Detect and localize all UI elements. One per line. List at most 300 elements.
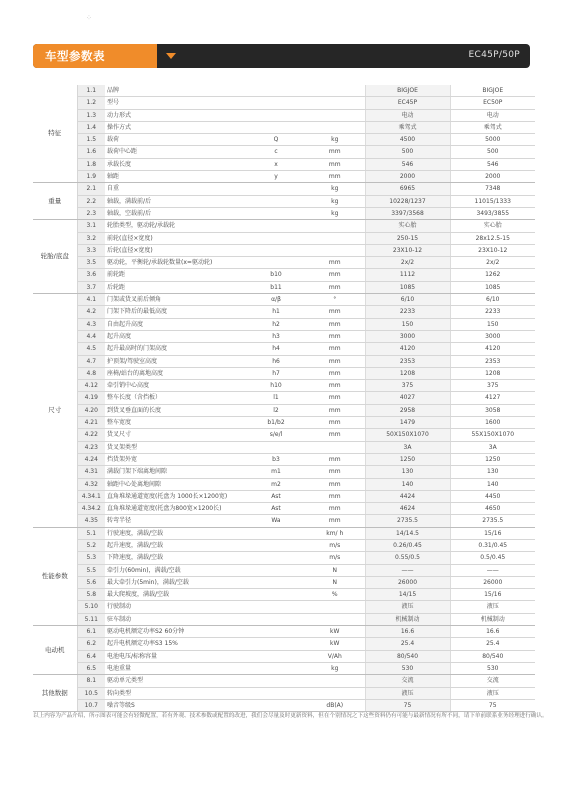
value-ec50p: 15/16 [450, 527, 535, 539]
param-unit: mm [305, 355, 365, 367]
value-ec45p: 4120 [365, 343, 450, 355]
value-ec45p: 546 [365, 158, 450, 170]
table-row [33, 466, 535, 478]
table-row [33, 207, 535, 219]
table-row [33, 539, 535, 551]
row-number: 3.3 [77, 244, 105, 256]
value-ec45p: 乘驾式 [365, 121, 450, 133]
value-ec50p: 11015/1333 [450, 195, 535, 207]
row-number: 4.23 [77, 441, 105, 453]
value-ec50p: 4450 [450, 490, 535, 502]
value-ec45p: 150 [365, 318, 450, 330]
table-row [33, 294, 535, 306]
row-number: 4.34.2 [77, 503, 105, 515]
param-name: 轴载，满载前/后 [105, 195, 247, 207]
value-ec45p: 2000 [365, 171, 450, 183]
param-symbol: h1 [247, 306, 305, 318]
param-unit [305, 232, 365, 244]
value-ec50p: 3A [450, 441, 535, 453]
value-ec45p: BIGJOE [365, 85, 450, 97]
param-symbol [247, 613, 305, 625]
param-unit [305, 687, 365, 699]
param-name: 到货叉垂直面的长度 [105, 404, 247, 416]
group-label: 重量 [33, 183, 77, 220]
param-unit: N [305, 576, 365, 588]
param-unit: ° [305, 294, 365, 306]
row-number: 1.4 [77, 121, 105, 133]
param-symbol [247, 441, 305, 453]
param-symbol: Q [247, 134, 305, 146]
row-number: 2.3 [77, 207, 105, 219]
row-number: 4.35 [77, 515, 105, 527]
value-ec50p: 6/10 [450, 294, 535, 306]
row-number: 2.2 [77, 195, 105, 207]
table-row [33, 527, 535, 539]
row-number: 4.21 [77, 417, 105, 429]
param-unit: mm [305, 257, 365, 269]
param-symbol [247, 687, 305, 699]
param-symbol [247, 183, 305, 195]
param-symbol [247, 121, 305, 133]
value-ec45p: 50X150X1070 [365, 429, 450, 441]
row-number: 5.1 [77, 527, 105, 539]
param-unit: % [305, 589, 365, 601]
table-row [33, 171, 535, 183]
param-symbol: l1 [247, 392, 305, 404]
row-number: 1.3 [77, 109, 105, 121]
row-number: 4.12 [77, 380, 105, 392]
param-name: 驱动轮，平衡轮/承载轮数量(x=驱动轮) [105, 257, 247, 269]
value-ec45p: 1208 [365, 367, 450, 379]
param-symbol: Wa [247, 515, 305, 527]
value-ec50p: 1208 [450, 367, 535, 379]
param-unit: mm [305, 503, 365, 515]
param-name: 轴距中心处离地间隙 [105, 478, 247, 490]
table-row [33, 626, 535, 638]
param-unit: mm [305, 318, 365, 330]
table-row [33, 183, 535, 195]
row-number: 4.1 [77, 294, 105, 306]
row-number: 4.22 [77, 429, 105, 441]
value-ec45p: 电动 [365, 109, 450, 121]
row-number: 4.24 [77, 453, 105, 465]
value-ec50p: 液压 [450, 687, 535, 699]
param-name: 整车宽度 [105, 417, 247, 429]
value-ec45p: 4027 [365, 392, 450, 404]
param-unit: mm [305, 367, 365, 379]
param-symbol [247, 539, 305, 551]
param-symbol [247, 601, 305, 613]
value-ec50p: 电动 [450, 109, 535, 121]
table-row [33, 343, 535, 355]
table-row [33, 134, 535, 146]
model-label: EC45P/50P [468, 50, 520, 60]
row-number: 5.8 [77, 589, 105, 601]
row-number: 4.2 [77, 306, 105, 318]
param-unit: m/s [305, 539, 365, 551]
row-number: 5.11 [77, 613, 105, 625]
param-name: 前轮距 [105, 269, 247, 281]
param-symbol [247, 576, 305, 588]
value-ec50p: 4120 [450, 343, 535, 355]
row-number: 5.5 [77, 564, 105, 576]
value-ec50p: —— [450, 564, 535, 576]
row-number: 1.8 [77, 158, 105, 170]
row-number: 4.34.1 [77, 490, 105, 502]
value-ec50p: 7348 [450, 183, 535, 195]
value-ec45p: 250-15 [365, 232, 450, 244]
value-ec45p: 25.4 [365, 638, 450, 650]
param-unit [305, 601, 365, 613]
param-name: 起升速度，满载/空载 [105, 539, 247, 551]
param-symbol [247, 589, 305, 601]
footnote: 以上内容为产品介绍，所示图表可能会有轻微配置，若有外观、技术参数或配置的改进，我们会尽量及时更新资料，但在个别情况之下这些资料仍有可能与最新情况有所不同，请下单前联系业务经理进行确认。 [33, 713, 548, 719]
param-symbol [247, 232, 305, 244]
row-number: 3.6 [77, 269, 105, 281]
param-name: 最大牵引力(5min)，满载/空载 [105, 576, 247, 588]
value-ec50p: 液压 [450, 601, 535, 613]
value-ec50p: 25.4 [450, 638, 535, 650]
param-unit: mm [305, 453, 365, 465]
value-ec50p: 1250 [450, 453, 535, 465]
param-name: 电池重量 [105, 662, 247, 674]
table-row [33, 650, 535, 662]
value-ec50p: 2233 [450, 306, 535, 318]
param-symbol: m1 [247, 466, 305, 478]
value-ec50p: 3058 [450, 404, 535, 416]
value-ec50p: 2000 [450, 171, 535, 183]
row-number: 6.5 [77, 662, 105, 674]
value-ec50p: 机械制动 [450, 613, 535, 625]
row-number: 1.5 [77, 134, 105, 146]
param-unit: mm [305, 466, 365, 478]
row-number: 4.20 [77, 404, 105, 416]
value-ec45p: 14/14.5 [365, 527, 450, 539]
row-number: 1.2 [77, 97, 105, 109]
table-row [33, 158, 535, 170]
table-row [33, 687, 535, 699]
param-name: 整车长度（含挡板） [105, 392, 247, 404]
value-ec45p: 机械制动 [365, 613, 450, 625]
table-row [33, 404, 535, 416]
param-unit: mm [305, 404, 365, 416]
param-symbol [247, 699, 305, 711]
param-name: 货叉架类型 [105, 441, 247, 453]
param-symbol: α/β [247, 294, 305, 306]
value-ec45p: 液压 [365, 601, 450, 613]
table-row [33, 552, 535, 564]
param-symbol: h4 [247, 343, 305, 355]
value-ec45p: 0.26/0.45 [365, 539, 450, 551]
value-ec50p: 130 [450, 466, 535, 478]
table-row [33, 601, 535, 613]
row-number: 10.5 [77, 687, 105, 699]
row-number: 2.1 [77, 183, 105, 195]
param-unit: V/Ah [305, 650, 365, 662]
param-name: 转弯半径 [105, 515, 247, 527]
value-ec50p: 375 [450, 380, 535, 392]
value-ec50p: 1600 [450, 417, 535, 429]
param-symbol [247, 207, 305, 219]
param-unit: mm [305, 146, 365, 158]
param-unit: mm [305, 343, 365, 355]
param-name: 起升电机额定功率S3 15% [105, 638, 247, 650]
param-symbol [247, 552, 305, 564]
param-name: 直角堆垛通道宽度(托盘为 1000长×1200宽) [105, 490, 247, 502]
param-unit [305, 121, 365, 133]
param-name: 下降速度，满载/空载 [105, 552, 247, 564]
param-symbol [247, 220, 305, 232]
table-row [33, 146, 535, 158]
value-ec50p: 546 [450, 158, 535, 170]
value-ec45p: 2353 [365, 355, 450, 367]
table-row [33, 281, 535, 293]
param-unit: kg [305, 207, 365, 219]
row-number: 6.2 [77, 638, 105, 650]
value-ec45p: 2x/2 [365, 257, 450, 269]
row-number: 1.1 [77, 85, 105, 97]
param-symbol [247, 85, 305, 97]
param-name: 直角堆垛通道宽度(托盘为800宽×1200长) [105, 503, 247, 515]
param-name: 电池电压/标称容量 [105, 650, 247, 662]
table-row [33, 269, 535, 281]
param-symbol: Ast [247, 503, 305, 515]
param-name: 自由起升高度 [105, 318, 247, 330]
value-ec45p: 140 [365, 478, 450, 490]
section-title: 车型参数表 [45, 49, 105, 63]
table-row [33, 503, 535, 515]
group-label: 轮胎/底盘 [33, 220, 77, 294]
param-unit: N [305, 564, 365, 576]
param-name: 驱动单元类型 [105, 675, 247, 687]
param-unit: dB(A) [305, 699, 365, 711]
param-name: 轮胎类型，驱动轮/承载轮 [105, 220, 247, 232]
param-name: 驱动电机额定功率S2 60分钟 [105, 626, 247, 638]
value-ec50p: 15/16 [450, 589, 535, 601]
value-ec45p: 375 [365, 380, 450, 392]
table-row [33, 675, 535, 687]
table-row [33, 613, 535, 625]
row-number: 6.1 [77, 626, 105, 638]
value-ec50p: 26000 [450, 576, 535, 588]
param-unit: mm [305, 269, 365, 281]
table-row [33, 220, 535, 232]
param-unit: mm [305, 158, 365, 170]
value-ec45p: 80/540 [365, 650, 450, 662]
param-name: 满载门架下端离地间隙 [105, 466, 247, 478]
value-ec45p: 3A [365, 441, 450, 453]
param-symbol [247, 650, 305, 662]
row-number: 6.4 [77, 650, 105, 662]
value-ec50p: 0.5/0.45 [450, 552, 535, 564]
value-ec50p: 75 [450, 699, 535, 711]
table-row [33, 109, 535, 121]
param-name: 起升高度 [105, 330, 247, 342]
value-ec45p: —— [365, 564, 450, 576]
table-row [33, 576, 535, 588]
table-row [33, 490, 535, 502]
value-ec45p: 液压 [365, 687, 450, 699]
value-ec45p: 4424 [365, 490, 450, 502]
row-number: 1.6 [77, 146, 105, 158]
value-ec45p: EC45P [365, 97, 450, 109]
param-unit: kW [305, 626, 365, 638]
value-ec45p: 3397/3568 [365, 207, 450, 219]
value-ec45p: 6/10 [365, 294, 450, 306]
row-number: 1.9 [77, 171, 105, 183]
value-ec50p: 2353 [450, 355, 535, 367]
value-ec45p: 实心胎 [365, 220, 450, 232]
param-symbol: Ast [247, 490, 305, 502]
param-name: 后轮距 [105, 281, 247, 293]
param-unit: kW [305, 638, 365, 650]
row-number: 5.6 [77, 576, 105, 588]
value-ec50p: 3000 [450, 330, 535, 342]
value-ec45p: 75 [365, 699, 450, 711]
param-symbol [247, 527, 305, 539]
param-name: 牵引力(60min)，满载/空载 [105, 564, 247, 576]
table-row [33, 589, 535, 601]
row-number: 10.7 [77, 699, 105, 711]
param-name: 轴载，空载前/后 [105, 207, 247, 219]
dropdown-triangle-icon [166, 53, 176, 59]
row-number: 3.1 [77, 220, 105, 232]
value-ec50p: 实心胎 [450, 220, 535, 232]
value-ec45p: 2735.5 [365, 515, 450, 527]
param-unit: mm [305, 330, 365, 342]
table-row [33, 306, 535, 318]
row-number: 4.32 [77, 478, 105, 490]
param-unit [305, 244, 365, 256]
table-row [33, 257, 535, 269]
param-symbol [247, 109, 305, 121]
param-symbol [247, 626, 305, 638]
param-unit [305, 109, 365, 121]
param-name: 转向类型 [105, 687, 247, 699]
table-row [33, 564, 535, 576]
table-row [33, 195, 535, 207]
table-row [33, 380, 535, 392]
param-name: 起升最高时的门架高度 [105, 343, 247, 355]
param-name: 后轮(直径×宽度) [105, 244, 247, 256]
row-number: 4.5 [77, 343, 105, 355]
value-ec45p: 23X10-12 [365, 244, 450, 256]
param-symbol: x [247, 158, 305, 170]
param-name: 货叉尺寸 [105, 429, 247, 441]
row-number: 3.7 [77, 281, 105, 293]
value-ec50p: 150 [450, 318, 535, 330]
param-symbol: s/e/l [247, 429, 305, 441]
group-label: 尺寸 [33, 294, 77, 528]
row-number: 4.3 [77, 318, 105, 330]
param-unit: kg [305, 662, 365, 674]
value-ec45p: 14/15 [365, 589, 450, 601]
param-name: 牵引销中心高度 [105, 380, 247, 392]
table-row [33, 417, 535, 429]
param-name: 驻车制动 [105, 613, 247, 625]
param-name: 承载长度 [105, 158, 247, 170]
value-ec45p: 26000 [365, 576, 450, 588]
value-ec50p: 55X150X1070 [450, 429, 535, 441]
table-row [33, 441, 535, 453]
value-ec45p: 1250 [365, 453, 450, 465]
value-ec50p: 23X10-12 [450, 244, 535, 256]
param-name: 噪音等级S [105, 699, 247, 711]
param-unit: km/ h [305, 527, 365, 539]
value-ec50p: 乘驾式 [450, 121, 535, 133]
value-ec50p: 500 [450, 146, 535, 158]
value-ec45p: 2233 [365, 306, 450, 318]
param-symbol: y [247, 171, 305, 183]
group-label: 特征 [33, 85, 77, 183]
table-row [33, 85, 535, 97]
param-name: 挡货架外宽 [105, 453, 247, 465]
value-ec50p: 530 [450, 662, 535, 674]
param-symbol [247, 195, 305, 207]
scan-mark: ⁘ [86, 14, 92, 22]
param-name: 最大爬坡度，满载/空载 [105, 589, 247, 601]
param-unit [305, 613, 365, 625]
row-number: 4.4 [77, 330, 105, 342]
value-ec50p: 2735.5 [450, 515, 535, 527]
param-unit: m/s [305, 552, 365, 564]
value-ec45p: 1085 [365, 281, 450, 293]
param-unit: mm [305, 281, 365, 293]
value-ec50p: 3493/3855 [450, 207, 535, 219]
param-unit [305, 441, 365, 453]
param-symbol [247, 244, 305, 256]
row-number: 4.8 [77, 367, 105, 379]
param-symbol [247, 675, 305, 687]
value-ec45p: 130 [365, 466, 450, 478]
table-row [33, 638, 535, 650]
group-label: 其他数据 [33, 675, 77, 712]
param-name: 护顶架/驾驶室高度 [105, 355, 247, 367]
value-ec45p: 10228/1237 [365, 195, 450, 207]
param-name: 座椅/站台的离地高度 [105, 367, 247, 379]
param-symbol: l2 [247, 404, 305, 416]
value-ec50p: 5000 [450, 134, 535, 146]
table-row [33, 244, 535, 256]
row-number: 4.31 [77, 466, 105, 478]
param-unit: kg [305, 195, 365, 207]
param-unit [305, 97, 365, 109]
param-unit: mm [305, 478, 365, 490]
section-title-tab [33, 44, 157, 68]
table-row [33, 699, 535, 711]
param-symbol [247, 257, 305, 269]
param-symbol: h7 [247, 367, 305, 379]
param-name: 载荷 [105, 134, 247, 146]
table-row [33, 121, 535, 133]
param-symbol [247, 564, 305, 576]
param-symbol: h2 [247, 318, 305, 330]
param-unit: mm [305, 380, 365, 392]
spec-table [33, 85, 535, 712]
param-symbol: b11 [247, 281, 305, 293]
param-name: 载荷中心距 [105, 146, 247, 158]
param-symbol [247, 638, 305, 650]
table-row [33, 478, 535, 490]
param-unit [305, 675, 365, 687]
group-label: 电动机 [33, 626, 77, 675]
param-name: 动力形式 [105, 109, 247, 121]
row-number: 4.19 [77, 392, 105, 404]
param-unit [305, 85, 365, 97]
table-row [33, 662, 535, 674]
row-number: 5.10 [77, 601, 105, 613]
param-symbol: b3 [247, 453, 305, 465]
